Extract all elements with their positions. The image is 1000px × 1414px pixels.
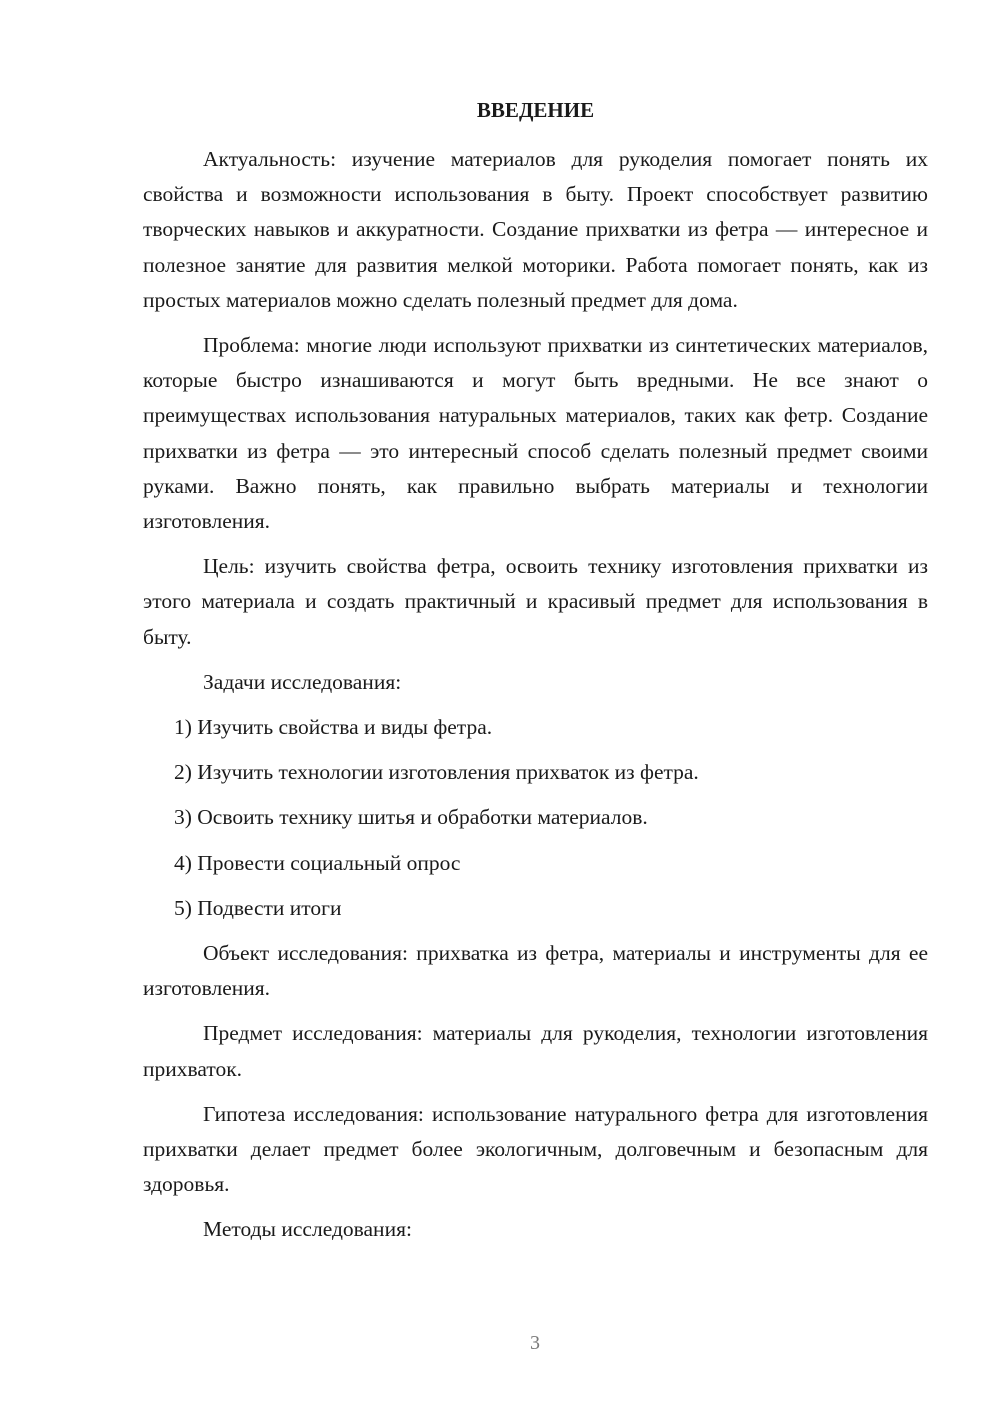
page-title: ВВЕДЕНИЕ <box>476 98 595 122</box>
task-item: 2) Изучить технологии изготовления прихваток из фетра. <box>174 760 699 785</box>
subject-paragraph: Предмет исследования: материалы для рукоделия, технологии изготовления прихваток. <box>143 1021 928 1081</box>
methods-heading: Методы исследования: <box>203 1217 412 1242</box>
task-item: 5) Подвести итоги <box>174 895 342 920</box>
task-item: 1) Изучить свойства и виды фетра. <box>174 715 493 740</box>
tasks-heading: Задачи исследования: <box>203 669 402 694</box>
page-number: 3 <box>530 1332 540 1354</box>
relevance-paragraph: Актуальность: изучение материалов для рукоделия помогает понять их свойства и возможности использования в быту. Проект способствует развитию творческих навыков и аккуратности. Создание прихватки из фетра — интересное и полезное занятие для развития мелкой моторики. Работа помогает понять, как из простых материалов можно сделать полезный предмет для дома. <box>143 147 928 312</box>
problem-paragraph: Проблема: многие люди используют прихватки из синтетических материалов, которые быстро изнашиваются и могут быть вредными. Не все знают о преимуществах использования натуральных материалов, таких как фетр. Создание прихватки из фетра — это интересный способ сделать полезный предмет своими руками. Важно понять, как правильно выбрать материалы и технологии изготовления. <box>143 333 928 534</box>
task-item: 3) Освоить технику шитья и обработки материалов. <box>174 805 648 830</box>
tasks-list <box>143 710 928 926</box>
goal-paragraph: Цель: изучить свойства фетра, освоить технику изготовления прихватки из этого материала и создать практичный и красивый предмет для использования в быту. <box>143 554 928 649</box>
task-item: 4) Провести социальный опрос <box>174 850 461 875</box>
hypothesis-paragraph: Гипотеза исследования: использование натурального фетра для изготовления прихватки делает предмет более экологичным, долговечным и безопасным для здоровья. <box>143 1101 928 1197</box>
page-content <box>143 92 928 1258</box>
object-paragraph: Объект исследования: прихватка из фетра, материалы и инструменты для ее изготовления. <box>143 941 928 1001</box>
